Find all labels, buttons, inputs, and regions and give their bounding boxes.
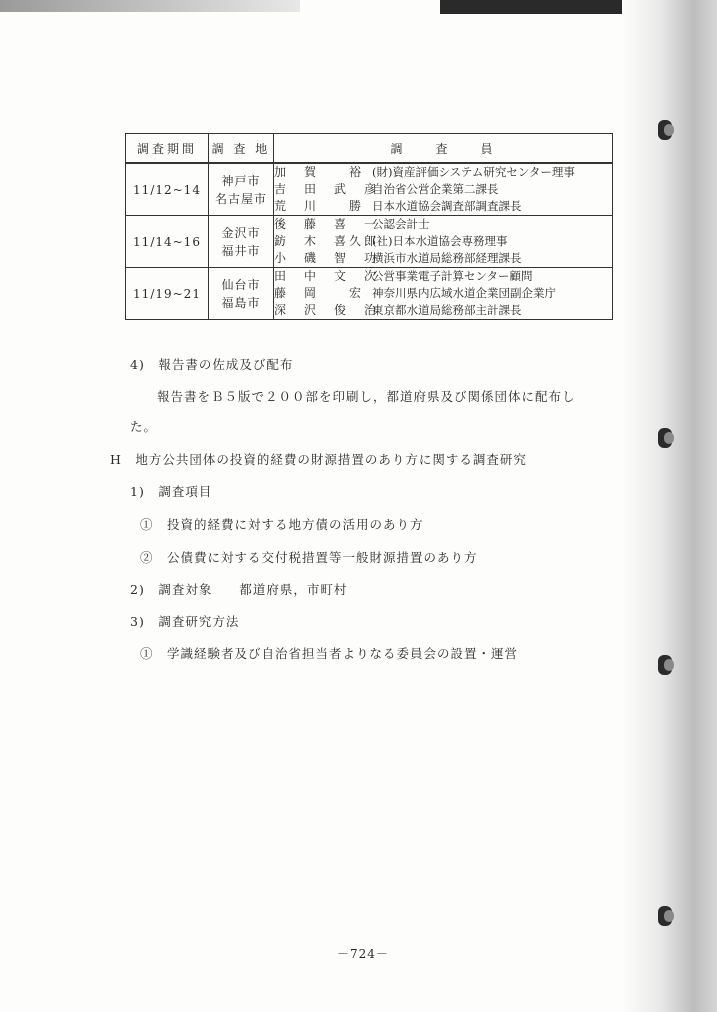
table-row — [126, 163, 613, 216]
member-name: 藤 岡 宏 — [274, 286, 365, 300]
section-h-heading: H 地方公共団体の投資的経費の財源措置のあり方に関する調査研究 — [110, 452, 527, 467]
member-row — [274, 164, 612, 181]
item-4-paragraph-line-1: 報告書をＢ５版で２００部を印刷し，都道府県及び関係団体に配布し — [157, 389, 576, 404]
members-cell — [274, 163, 613, 216]
city: 金沢市 — [221, 225, 261, 240]
binding-spine — [622, 0, 717, 1012]
members-cell — [274, 268, 613, 320]
member-title: 自治省公営企業第二課長 — [372, 182, 499, 196]
member-row — [274, 198, 612, 215]
binder-ring-1 — [658, 120, 672, 140]
member-title: 神奈川県内広域水道企業団副企業庁 — [372, 286, 556, 300]
subsection-1-heading: 1) 調査項目 — [130, 484, 213, 499]
member-title: 東京都水道局総務部主計課長 — [372, 303, 522, 317]
item-4-paragraph-line-2: た。 — [130, 419, 158, 434]
city: 神戸市 — [221, 173, 261, 188]
member-name: 荒 川 勝 — [274, 199, 365, 213]
page-number: －724－ — [337, 947, 389, 961]
subsection-3-heading: 3) 調査研究方法 — [130, 614, 240, 629]
member-row — [274, 268, 612, 285]
subsection-1-item-1: ① 投資的経費に対する地方債の活用のあり方 — [140, 517, 424, 532]
header-period: 調査期間 — [126, 134, 209, 164]
header-location: 調 査 地 — [209, 134, 274, 164]
city-cell — [209, 163, 274, 216]
member-row — [274, 181, 612, 198]
city: 名古屋市 — [214, 191, 267, 206]
member-row — [274, 302, 612, 319]
member-name: 鈁 木 喜久郎 — [274, 234, 380, 248]
item-4-heading: 4) 報告書の佐成及び配布 — [130, 357, 294, 372]
header-members: 調 査 員 — [274, 134, 613, 164]
binder-ring-3 — [658, 655, 672, 675]
member-name: 小 磯 智 功 — [274, 251, 380, 265]
member-title: 公認会計士 — [372, 217, 430, 231]
member-name: 深 沢 俊 治 — [274, 303, 380, 317]
city-cell — [209, 216, 274, 268]
member-title: 日本水道協会調査部調査課長 — [372, 199, 522, 213]
binder-ring-2 — [658, 428, 672, 448]
member-name: 加 賀 裕 — [274, 165, 365, 179]
member-row — [274, 216, 612, 233]
subsection-2-heading: 2) 調査対象 都道府県，市町村 — [130, 582, 348, 597]
period-cell: 11/12~14 — [126, 163, 209, 216]
survey-table — [125, 133, 613, 320]
members-cell — [274, 216, 613, 268]
member-title: 公営事業電子計算センター顧問 — [372, 269, 533, 283]
scan-edge-top-left — [0, 0, 300, 12]
table-header-row — [126, 134, 613, 164]
subsection-1-item-2: ② 公債費に対する交付税措置等一般財源措置のあり方 — [140, 550, 478, 565]
member-title: 横浜市水道局総務部経理課長 — [372, 251, 522, 265]
member-name: 田 中 文 次 — [274, 269, 380, 283]
subsection-3-item-1: ① 学識経験者及び自治省担当者よりなる委員会の設置・運営 — [140, 646, 519, 661]
member-row — [274, 233, 612, 250]
city: 福井市 — [221, 243, 261, 258]
city: 仙台市 — [221, 277, 261, 292]
city: 福島市 — [221, 295, 261, 310]
table-row — [126, 268, 613, 320]
member-name: 吉 田 武 彦 — [274, 182, 380, 196]
table-row — [126, 216, 613, 268]
city-cell — [209, 268, 274, 320]
member-row — [274, 250, 612, 267]
member-title: (財)資産評価システム研究センター理事 — [372, 165, 575, 179]
member-name: 後 藤 喜 一 — [274, 217, 380, 231]
period-cell: 11/14~16 — [126, 216, 209, 268]
member-title: (社)日本水道協会専務理事 — [372, 234, 508, 248]
period-cell: 11/19~21 — [126, 268, 209, 320]
member-row — [274, 285, 612, 302]
binder-ring-4 — [658, 906, 672, 926]
